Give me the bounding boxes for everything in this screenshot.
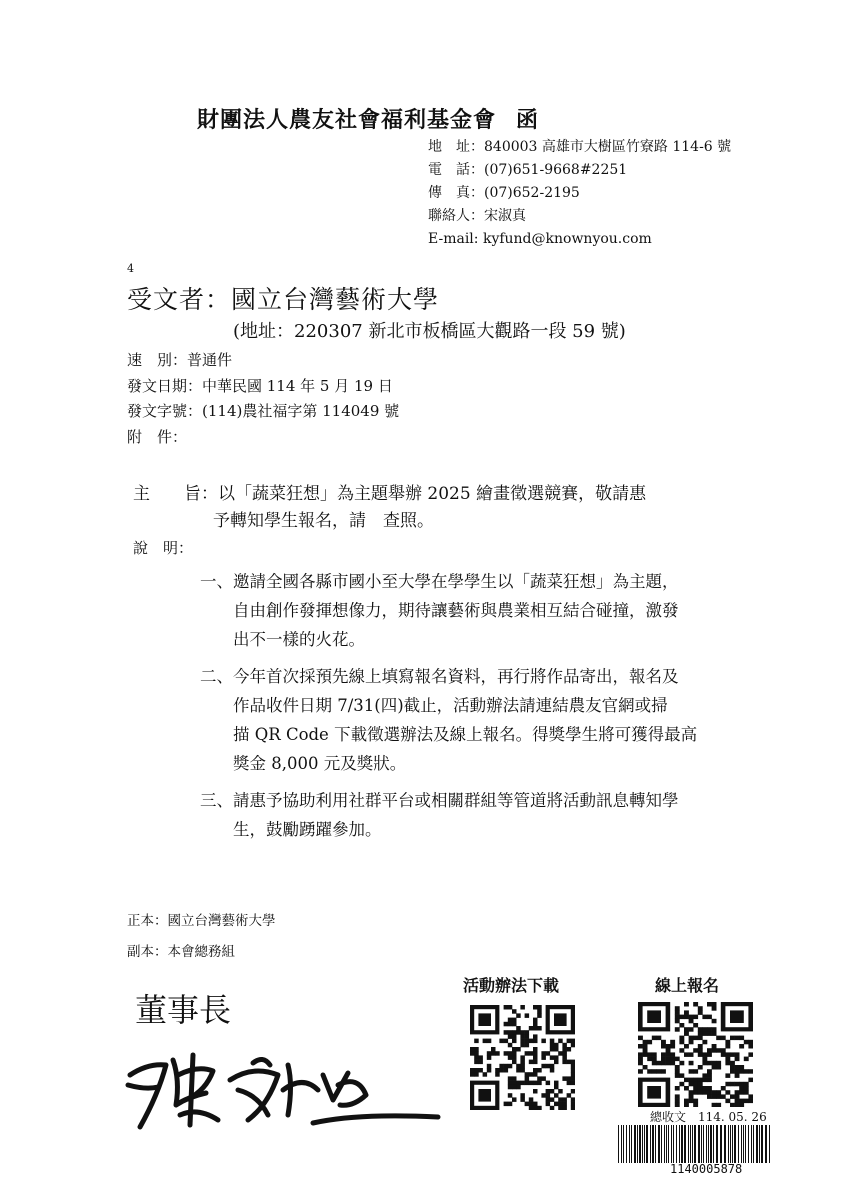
org-email: E-mail: kyfund@knownyou.com bbox=[428, 231, 652, 247]
org-address: 地 址：840003 高雄市大樹區竹寮路 114-6 號 bbox=[428, 139, 732, 155]
subject-line-1: 主 旨：以「蔬菜狂想」為主題舉辦 2025 繪畫徵選競賽，敬請惠 bbox=[133, 484, 647, 504]
doc-type: 函 bbox=[516, 107, 540, 133]
attachment: 附 件： bbox=[127, 427, 188, 446]
item-line: 出不一樣的火花。 bbox=[233, 630, 365, 649]
explanation-list bbox=[200, 567, 780, 844]
signer-title: 董事長 bbox=[135, 991, 232, 1029]
barcode-icon bbox=[618, 1125, 773, 1163]
document-number: 發文字號：(114)農社福字第 114049 號 bbox=[127, 402, 400, 420]
letterhead-contact bbox=[428, 136, 731, 251]
org-phone: 電 話：(07)651-9668#2251 bbox=[428, 162, 628, 178]
item-line: 自由創作發揮想像力，期待讓藝術與農業相互結合碰撞，激發 bbox=[233, 601, 679, 620]
explanation-item bbox=[200, 567, 780, 654]
copies bbox=[127, 906, 276, 968]
cc-recipient: 副本：本會總務組 bbox=[127, 944, 235, 960]
barcode-number: 1140005878 bbox=[670, 1162, 743, 1176]
subject bbox=[133, 481, 646, 535]
receipt-stamp: 總收文 114. 05. 26 bbox=[650, 1110, 767, 1124]
qr-code-icon[interactable] bbox=[638, 1002, 753, 1107]
item-line: 二、今年首次採預先線上填寫報名資料，再行將作品寄出，報名及 bbox=[200, 667, 679, 686]
signature-image bbox=[118, 1035, 448, 1135]
qr-label-online-registration: 線上報名 bbox=[655, 976, 720, 995]
subject-line-2: 予轉知學生報名，請 查照。 bbox=[213, 511, 434, 531]
priority: 速 別：普通件 bbox=[127, 351, 233, 369]
explanation-item bbox=[200, 662, 780, 778]
item-line: 獎金 8,000 元及獎狀。 bbox=[233, 754, 407, 773]
item-line: 生，鼓勵踴躍參加。 bbox=[233, 820, 382, 839]
org-name: 財團法人農友社會福利基金會 bbox=[197, 107, 497, 133]
item-line: 描 QR Code 下載徵選辦法及線上報名。得獎學生將可獲得最高 bbox=[233, 725, 698, 744]
recipient-address: (地址：220307 新北市板橋區大觀路一段 59 號) bbox=[233, 321, 626, 342]
document-meta bbox=[127, 348, 399, 450]
item-line: 作品收件日期 7/31(四)截止，活動辦法請連結農友官網或掃 bbox=[233, 696, 668, 715]
letterhead-title bbox=[197, 103, 539, 134]
item-line: 三、請惠予協助利用社群平台或相關群組等管道將活動訊息轉知學 bbox=[200, 791, 679, 810]
explanation-item bbox=[200, 786, 780, 844]
item-line: 一、邀請全國各縣市國小至大學在學學生以「蔬菜狂想」為主題， bbox=[200, 572, 679, 591]
page-number: 4 bbox=[127, 262, 134, 275]
qr-label-rules-download: 活動辦法下載 bbox=[463, 976, 560, 995]
issue-date: 發文日期：中華民國 114 年 5 月 19 日 bbox=[127, 376, 393, 395]
org-contact: 聯絡人：宋淑真 bbox=[428, 208, 526, 224]
original-recipient: 正本：國立台灣藝術大學 bbox=[127, 913, 276, 929]
qr-code-icon[interactable] bbox=[470, 1005, 575, 1110]
recipient-name: 受文者：國立台灣藝術大學 bbox=[127, 285, 440, 314]
org-fax: 傳 真：(07)652-2195 bbox=[428, 185, 580, 201]
explanation-heading: 說 明： bbox=[133, 539, 194, 557]
